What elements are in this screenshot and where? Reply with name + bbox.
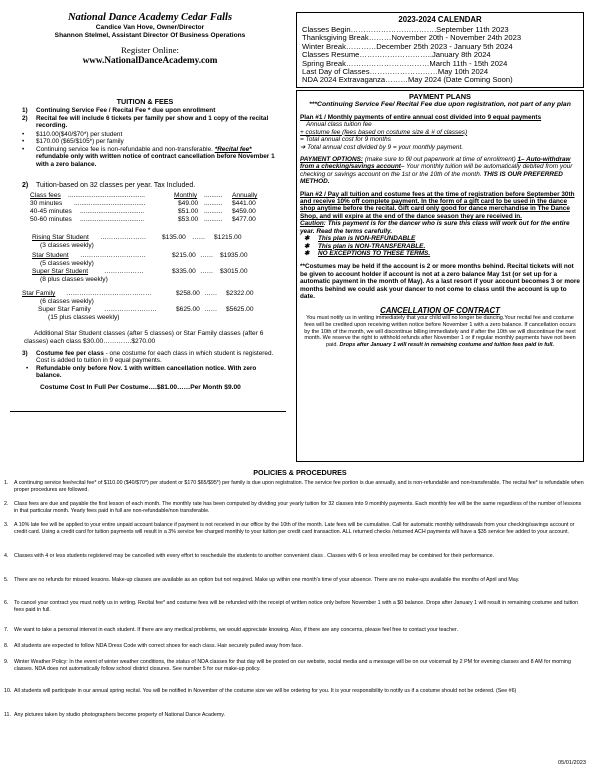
policy-number: 4. <box>4 553 9 559</box>
preferred-method: THIS IS OUR PREFERRED METHOD. <box>300 170 563 186</box>
policy-number: 6. <box>4 600 9 606</box>
policy-text: To cancel your contract you must notify us in writing. Recital fee* and costume fees will be refunded with the receipt of written notice only before November 1 with a $0 balance. Drops after January 1 will result in remaining costume and tuition fees paid in full. <box>14 600 579 613</box>
rising-star-dots: ………………… <box>100 234 147 241</box>
policy-item <box>4 712 586 719</box>
policy-item <box>4 659 586 672</box>
super-family-monthly: $625.00 <box>176 306 200 313</box>
policy-number: 3. <box>4 522 9 528</box>
plan1-line: Total annual cost divided by 9 = your monthly payment. <box>307 143 464 151</box>
policies-heading: POLICIES & PROCEDURES <box>253 468 347 477</box>
caution-bullet <box>304 243 580 250</box>
calendar-row: Winter Break…………December 25th 2023 - January 5th 2024 <box>302 41 513 51</box>
plan1-line: + costume fee (fees based on costume size & # of classes) <box>300 128 468 136</box>
costume-refund-note: Refundable only before Nov. 1 with written cancellation notice. With zero balance. <box>36 364 257 380</box>
continuing-fee-text: Continuing Service Fee / Recital Fee * due upon enrollment <box>36 107 216 114</box>
revision-date: 05/01/2023 <box>558 760 586 766</box>
star-student-annual: $1935.00 <box>220 252 248 259</box>
payment-options <box>300 156 580 186</box>
tuition-basis: Tuition-based on 32 classes per year. Tax Included. <box>36 182 196 189</box>
plan1-line: = Total annual cost for 9 months <box>300 136 391 144</box>
caution-text <box>300 220 580 235</box>
academy-title: National Dance Academy Cedar Falls <box>67 12 233 23</box>
rising-star-label: Rising Star Student <box>32 234 89 241</box>
plan1-result <box>300 144 580 151</box>
costume-fee-text <box>36 350 280 365</box>
plan2-title: Plan #2 / Pay all tuition and costume fees at the time of registration before September 30th and receive 10% off complete payment. In the form of a gift card to be used in the dance shop anytime before the recital. Gift card only good for dance merchandise in The Dance Shop, and will expire at the end of the dance season they are received in. <box>300 190 575 220</box>
fee-row-monthly: $49.00 <box>178 200 199 207</box>
rising-star-annual: $1215.00 <box>214 234 242 241</box>
star-icon: ✱ <box>304 242 310 250</box>
caution-bullet <box>304 250 580 257</box>
policy-text: We want to take a personal interest in each student. If there are any medical problems, we would appreciate knowing. Also, if there are any concerns, please feel free to contact your teacher. <box>14 627 458 633</box>
late-account-text: **Costumes may be held if the account is 2 or more months behind. Recital tickets will not be given to account holder if account is not at a zero balance May 1st (or set up for a automatic payment in the month of May). As a last resort if your account becomes 3 or more months behind we could ask your dancer to not come to class until the account is up to date. <box>300 263 580 300</box>
cancellation-heading: CANCELLATION OF CONTRACT <box>380 306 500 316</box>
policy-text: There are no refunds for missed lessons. Make-up classes are available as an option but not required. Make up within one month's time of your absence. There are no make-ups available the months of April and May. <box>14 577 520 583</box>
policy-text: Any pictures taken by studio photographers become property of National Dance Academy. <box>14 712 226 718</box>
super-star-note: (8 plus classes weekly) <box>40 276 108 283</box>
star-family-note: (6 classes weekly) <box>40 298 94 305</box>
header-block <box>20 12 280 66</box>
star-family-label: Star Family <box>22 290 56 297</box>
fee-row-annual: $477.00 <box>232 216 256 223</box>
fee-row-monthly: $53.00 <box>178 216 199 223</box>
super-star-label: Super Star Student <box>32 268 89 275</box>
per-student-fee: $110.00($40/$70*) per student <box>36 131 123 138</box>
policy-number: 8. <box>4 643 9 649</box>
star-family-monthly: $258.00 <box>176 290 200 297</box>
policy-item <box>4 553 586 560</box>
policy-item <box>4 688 586 695</box>
col-annually: Annually <box>232 192 258 199</box>
rising-star-note: (3 classes weekly) <box>40 242 94 249</box>
star-icon: ✱ <box>304 235 310 243</box>
star-student-note: (5 classes weekly) <box>40 260 94 267</box>
star-student-dots: ………………………… <box>80 252 146 259</box>
refund-note <box>36 146 280 168</box>
fee-row-label: 30 minutes <box>30 200 63 207</box>
col-class-fees: Class fees <box>30 192 61 199</box>
col-monthly: Monthly <box>174 192 198 199</box>
refund-note-c: refundable only with written notice of contract cancellation before November 1 with a zero balance. <box>36 153 275 168</box>
super-family-label: Super Star Family <box>38 306 91 313</box>
fee-row-label: 50-60 minutes <box>30 216 72 223</box>
super-family-dots: …………………… <box>104 306 157 313</box>
fee-row-label: 40-45 minutes <box>30 208 72 215</box>
calendar-row: Spring Break……………………………March 11th - 15th 2024 <box>302 58 508 68</box>
policy-number: 7. <box>4 627 9 633</box>
policy-item <box>4 627 586 634</box>
payment-content <box>300 92 580 349</box>
cancellation-body: You must notify us in writing immediately that your child will no longer be dancing.Your recital fee and costume fees will be credited upon receiving written notice before November 1 with a zero balance. If cancellation occurs by the 10th of the month, we will discontinue billing immediately and if after the 10th we will discontinue the next month. We reserve the right to withhold refunds after November 1 or if regular monthly payments have not been paid. <box>304 315 576 349</box>
star-icon: ✱ <box>304 249 310 257</box>
arrow-icon: ➔ <box>300 143 308 151</box>
star-family-annual: $2322.00 <box>226 290 254 297</box>
policy-number: 9. <box>4 659 9 665</box>
calendar-row: Classes Resume………………………..January 8th 2024 <box>302 50 491 60</box>
costume-fee-desc: - one costume for each class in which student is registered. Cost is added to tuition in 9 equal payments. <box>36 350 274 365</box>
calendar-heading: 2023-2024 CALENDAR <box>398 15 482 24</box>
fee-bullets: • $110.00($40/$70*) per student • $170.00 ($65/$105*) per family • Continuing service fee is non-refundable and non-transferable. *Recital fee* refundable only with written notice of contract cancellation before November 1 with a zero balance. <box>22 131 280 168</box>
caution-bullet-text: NO EXCEPTIONS TO THESE TERMS. <box>318 249 431 257</box>
policy-number: 10. <box>4 688 12 694</box>
fee-row-dots: ....................................... <box>74 200 146 207</box>
policy-number: 1. <box>4 480 9 486</box>
costume-fee-section: 3) Costume fee per class - one costume for each class in which student is registered. Cost is added to tuition in 9 equal payments. • Refundable only before Nov. 1 with written cancellation notice. With zero balance. <box>22 350 280 380</box>
tuition-heading: TUITION & FEES <box>116 97 174 106</box>
policy-text: A continuing service fee/recital fee* of $110.00 ($40/$70*) per student or $170 $65/$95*) per family is due upon registration. The service fee portion is due annually, and is non-refundable and non-transferable. The recital fee* is refundable when proper procedures are followed. <box>14 480 584 493</box>
policy-item <box>4 600 586 613</box>
star-family-dots: ………………………………… <box>66 290 152 297</box>
policy-item <box>4 501 586 514</box>
policy-number: 2. <box>4 501 9 507</box>
super-star-dots: ……………… <box>104 268 144 275</box>
payment-subtitle: ***Continuing Service Fee/ Recital Fee due upon registration, not part of any plan <box>309 101 571 108</box>
policy-text: Winter Weather Policy: In the event of winter weather conditions, the status of NDA classes for that day will be posted on our website, social media and a message will be on our voicemail by 2 PM for evening classes and 8 AM for morning classes. NDA does not automatically follow school district closures. See number 5 for our make-up policy. <box>14 659 571 672</box>
payment-heading: PAYMENT PLANS <box>408 92 471 101</box>
auto-withdraw-desc: – Your monthly tuition will be automatically debited from your checking or savings account on the 1st or the 10th of the month. <box>300 163 573 178</box>
costume-full-cost: Costume Cost In Full Per Costume….$81.00……Per Month $9.00 <box>40 384 241 391</box>
divider-line <box>10 411 286 412</box>
caution-bullet <box>304 235 580 242</box>
payment-options-label: PAYMENT OPTIONS: <box>300 156 363 164</box>
policy-item <box>4 643 586 650</box>
refund-note-b: *Recital fee* <box>214 145 252 153</box>
fee-row-annual: $441.00 <box>232 200 256 207</box>
calendar-row: Last Day of Classes………………………May 10th 2024 <box>302 67 489 77</box>
policy-text: Class fees are due and payable the first lesson of each month. The monthly rate has been computed by dividing your yearly tuition for 32 classes into 9 monthly payments. Each monthly fee will be the same regardless of the number of lessons in that particular month. Yearly fees paid in full are non-refundable/non transferable. <box>14 501 582 514</box>
calendar-row: NDA 2024 Extravaganza………May 2024 (Date Coming Soon) <box>302 75 513 85</box>
super-star-annual: $3015.00 <box>220 268 248 275</box>
caution-bullet-text: This plan is NON-TRANSFERABLE. <box>318 242 426 250</box>
policy-text: All students are expected to follow NDA Dress Code with correct shoes for each class. Hair securely pulled away from face. <box>14 643 303 649</box>
policy-item <box>4 480 586 493</box>
register-label: Register Online: <box>121 45 179 55</box>
assistant-line: Shannon Stelmel, Assistant Director Of Business Operations <box>54 32 246 39</box>
cancellation-drop-note: Drops after January 1 will result in remaining costume and tuition fees paid in full. <box>339 342 554 349</box>
rising-star-monthly: $135.00 <box>162 234 186 241</box>
fee-row-dots: ................................... <box>80 216 145 223</box>
fee-row-annual: $459.00 <box>232 208 256 215</box>
policy-item <box>4 577 586 584</box>
policy-text: Classes with 4 or less students registered may be cancelled with every effort to reschedule the students to another convenient class . Classes with 6 or less enrolled may be combined for their performance. <box>14 553 495 559</box>
policy-text: A 10% late fee will be applied to your entire unpaid account balance if payment is not received in our office by the 10th of the month. Late fees will be cumulative. Call for automatic monthly withdrawals from your checking/savings account or credit card. Using a credit card for tuition payments will result in a 3% service fee charged monthly to your tuition per credit card transaction. ALL returned checks /returned ACH payments will have a $35 service fee added to your account. <box>14 522 575 535</box>
policy-item <box>4 522 586 535</box>
website-link[interactable]: www.NationalDanceAcademy.com <box>82 55 218 65</box>
recital-fee-text: Recital fee will include 6 tickets per family per show and 1 copy of the recital recording. <box>36 115 269 130</box>
caution-label: Caution <box>300 220 324 228</box>
super-family-annual: $5625.00 <box>226 306 254 313</box>
cancellation-text <box>300 315 580 349</box>
plan1-line: Annual class tuition fee <box>306 121 372 129</box>
refund-note-a: Continuing service fee is non-refundable and non-transferable. <box>36 145 215 153</box>
tuition-section-2: 2) Tuition-based on 32 classes per year. Tax Included. <box>22 182 280 189</box>
star-student-label: Star Student <box>32 252 69 259</box>
per-family-fee: $170.00 ($65/$105*) per family <box>36 138 124 146</box>
calendar-list <box>302 26 582 85</box>
owner-line: Candice Van Hove, Owner/Director <box>95 24 205 31</box>
plan1-title: Plan #1 / Monthly payments of entire annual cost divided into 9 equal payments <box>300 114 542 121</box>
star-student-monthly: $215.00 <box>172 252 196 259</box>
calendar-row: Thanksgiving Break………November 20th - November 24th 2023 <box>302 33 522 43</box>
super-family-note: (15 plus classes weekly) <box>48 314 120 321</box>
tuition-item-1: 1) Continuing Service Fee / Recital Fee * due upon enrollment <box>22 107 280 114</box>
caution-bullet-text: This plan is NON-REFUNDABLE <box>318 235 416 243</box>
fee-row-dots: ................................... <box>80 208 145 215</box>
calendar-row: Classes Begin…………………………….September 11th 2023 <box>302 25 509 34</box>
payment-options-note: (make sure to fill out paperwork at time of enrollment) <box>362 156 516 164</box>
policy-text: All students will participate in our annual spring recital. You will be notified in November of the costume size we will be ordering for you. It is your responsibility to notify us if a costume should not be ordered. (See #6) <box>14 688 517 694</box>
caution-body: : This payment is for the dancer who is sure this class will work out for the entire year. Read the terms carefully. <box>300 220 570 235</box>
super-star-monthly: $335.00 <box>172 268 196 275</box>
auto-withdraw-label: 1– Auto-withdraw from a checking/savings account <box>300 156 571 171</box>
policy-number: 5. <box>4 577 9 583</box>
costume-fee-label: Costume fee per class <box>36 350 104 357</box>
fee-row-monthly: $51.00 <box>178 208 199 215</box>
policy-number: 11. <box>4 712 11 718</box>
additional-classes: Additional Star Student classes (after 5 classes) or Star Family classes (after 6 classes) each class $30.00………….$270.00 <box>24 330 264 345</box>
tuition-item-2: 2) Recital fee will include 6 tickets per family per show and 1 copy of the recital recording. <box>22 115 280 130</box>
